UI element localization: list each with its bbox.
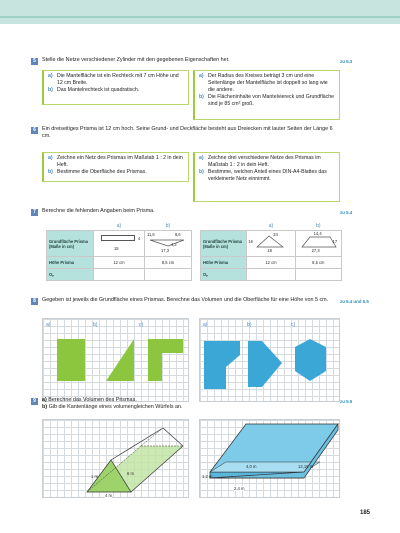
- item-text: Das Mantelrechteck ist quadratisch.: [57, 87, 140, 94]
- figure-label: a): [203, 322, 208, 328]
- cell-value: 8,5 cm: [145, 257, 192, 269]
- row-label: Oₚ: [47, 269, 94, 281]
- dim-label: 1,2 m: [202, 474, 213, 479]
- item-letter: b): [199, 169, 204, 176]
- dim-label: 8,6: [175, 232, 181, 237]
- shape-arrow: [248, 341, 282, 387]
- dim-label: 4: [137, 236, 141, 241]
- row-label: Oₚ: [201, 269, 247, 281]
- dim-label: 1 m: [91, 474, 98, 479]
- item-text: Bestimme die Oberfläche des Prismas.: [57, 169, 147, 176]
- item-letter: b): [199, 94, 204, 101]
- row-label: Grundfläche Prisma (Maße in cm): [201, 231, 247, 257]
- shape-hexagon: [295, 339, 326, 381]
- shape-pentagon: [204, 341, 240, 389]
- col-a-label: a): [116, 223, 122, 229]
- item-text: Gib die Kantenlänge eines volumengleichen Würfels an.: [48, 404, 183, 411]
- exercise-9-number: 9: [31, 398, 38, 405]
- dim-label: 4,0 m: [246, 464, 257, 469]
- exercise-8-right-grid: [199, 318, 340, 402]
- dim-label: 4 m: [105, 493, 112, 498]
- exercise-8-number: 8: [31, 298, 38, 305]
- item-text: Zeichne ein Netz des Prismas im Maßstab 1 : 2 in dein Heft.: [57, 155, 183, 169]
- dim-label: 18: [267, 248, 272, 253]
- figure-label: b): [93, 322, 98, 328]
- dim-label: 14,4: [313, 231, 322, 236]
- exercise-5-right-box: [193, 70, 340, 120]
- dim-label: 2,4 m: [234, 486, 245, 491]
- shape-triangle: [106, 339, 134, 381]
- item-letter: a): [48, 155, 53, 161]
- item-letter: b): [48, 87, 53, 94]
- row-label: Höhe Prisma: [201, 257, 247, 269]
- figure-label: b): [247, 322, 252, 328]
- exercise-6-left-box: [42, 152, 189, 182]
- cell-value: 12 cm: [93, 257, 144, 269]
- item-text: Die Flächeninhalte von Mantelviereck und Grundfläche sind je 85 cm² groß.: [208, 94, 335, 108]
- row-label: Höhe Prisma: [47, 257, 94, 269]
- cell-a-figure: [247, 231, 295, 257]
- exercise-6-right-box: [193, 152, 340, 202]
- exercise-9-right-grid: [199, 419, 340, 498]
- exercise-6-text: Ein dreiseitiges Prisma ist 12 cm hoch. Seine Grund- und Deckfläche besteht aus Dreiecken mit lauter Seiten der Länge 6 cm.: [42, 126, 333, 140]
- dim-label: 4,2: [171, 242, 177, 247]
- item-text: Bestimme, welchen Anteil eines DIN-A4-Blattes das verkleinerte Netz einnimmt.: [208, 169, 327, 183]
- cell-value: 12 cm: [247, 257, 295, 269]
- exercise-7-left-table: [46, 222, 192, 281]
- dim-label: 17,3: [161, 248, 169, 253]
- row-label: Grundfläche Prisma (Maße in cm): [47, 231, 94, 257]
- cell-b-figure: [145, 231, 192, 257]
- item-text: Zeichne drei verschiedene Netze des Prismas im Maßstab 1 : 2 in dein Heft.: [208, 155, 321, 169]
- exercise-5-left-box: [42, 70, 189, 105]
- exercise-6-number: 6: [31, 127, 38, 134]
- shape-rectangle: [57, 339, 85, 381]
- exercise-5-number: 5: [31, 58, 38, 65]
- figure-label: a): [46, 322, 51, 328]
- col-a-label: a): [268, 223, 274, 229]
- dim-label: 11,6: [147, 232, 155, 237]
- shape-l-form: [148, 339, 183, 381]
- exercise-5-ref: zu 5.3: [340, 59, 353, 64]
- header-bar: [0, 0, 400, 24]
- exercise-5-text: Stelle die Netze verschiedener Zylinder mit den gegebenen Eigenschaften her.: [42, 57, 230, 63]
- item-letter: a): [199, 155, 204, 161]
- exercise-7-number: 7: [31, 209, 38, 216]
- figure-label: c): [291, 322, 296, 328]
- item-text: Berechne das Volumen des Prismas.: [48, 397, 137, 403]
- dim-label: 27,3: [311, 248, 320, 253]
- dim-label: 15: [113, 246, 119, 251]
- item-text: Die Mantelfläche ist ein Rechteck mit 7 cm Höhe und 12 cm Breite.: [57, 73, 179, 87]
- item-letter: b): [42, 404, 48, 411]
- exercise-7-right-table: [200, 222, 342, 281]
- page-number: 185: [360, 510, 371, 516]
- exercise-8-text: Gegeben ist jeweils die Grundfläche eines Prismas. Berechne das Volumen und die Oberfläche für eine Höhe von 5 cm.: [42, 297, 329, 303]
- trapezoid-prism-figure: [200, 420, 341, 499]
- triangular-prism-figure: [43, 420, 190, 499]
- exercise-7-text: Berechne die fehlenden Angaben beim Prisma.: [42, 208, 155, 214]
- item-letter: a): [48, 73, 53, 79]
- cell-a-figure: [93, 231, 144, 257]
- exercise-9-items: [42, 397, 183, 412]
- figure-label: c): [139, 322, 144, 328]
- item-text: Der Radius des Kreises beträgt 3 cm und eine Seitenlänge der Mantelfläche ist doppelt so lang wie die andere.: [208, 73, 328, 94]
- dim-label: 6 m: [127, 471, 134, 476]
- item-letter: a): [42, 397, 47, 403]
- dim-label: 17: [332, 239, 338, 244]
- col-b-label: b): [165, 223, 171, 229]
- exercise-8-ref: zu 5.4 und 5.5: [340, 299, 369, 304]
- cell-b-figure: [295, 231, 341, 257]
- cell-value: 8,5 cm: [295, 257, 341, 269]
- dim-label: 12,15 m: [298, 464, 314, 469]
- exercise-8-left-grid: [42, 318, 189, 402]
- item-letter: a): [199, 73, 204, 79]
- dim-label: 16: [248, 239, 253, 244]
- exercise-7-ref: zu 5.4: [340, 210, 353, 215]
- exercise-9-ref: zu 5.5: [340, 399, 353, 404]
- item-letter: b): [48, 169, 53, 176]
- exercise-9-left-grid: [42, 419, 189, 498]
- dim-label: 24: [273, 232, 278, 237]
- col-b-label: b): [316, 223, 321, 229]
